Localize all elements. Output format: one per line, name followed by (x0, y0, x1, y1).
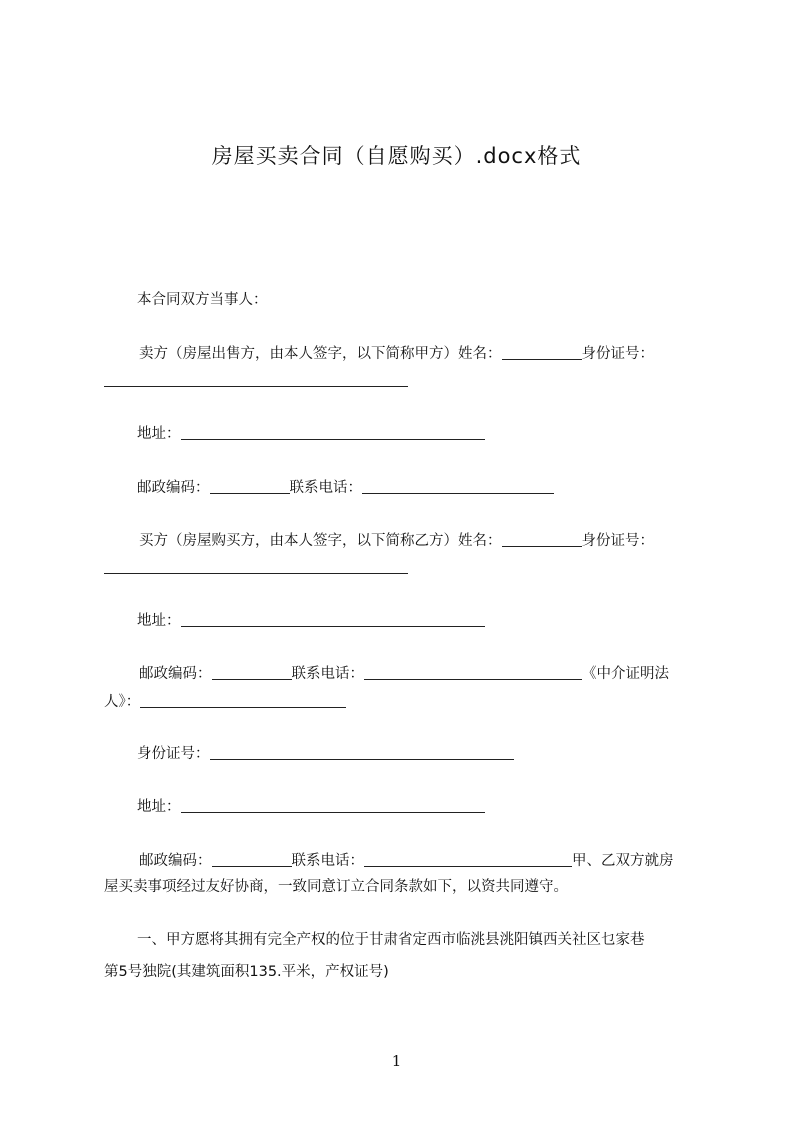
agent-label: 《中介证明法 (582, 666, 669, 682)
seller-id-label: 身份证号： (581, 346, 654, 362)
seller-address-label: 地址： (137, 426, 181, 442)
closing-text-row: 屋买卖事项经过友好协商，一致同意订立合同条款如下，以资共同遵守。 (104, 879, 568, 895)
seller-postcode-field[interactable] (210, 479, 290, 495)
buyer-postcode-field[interactable] (212, 665, 292, 681)
parties-intro: 本合同双方当事人： (137, 292, 268, 308)
clause-1-line-1: 一、甲方愿将其拥有完全产权的位于甘肃省定西市临洮县洮阳镇西关社区乜家巷 (137, 932, 645, 948)
agent-phone-field[interactable] (364, 852, 572, 868)
agent-label-cont: 人》： (104, 694, 141, 710)
seller-postcode-label: 邮政编码： (137, 480, 210, 496)
seller-address-row (104, 418, 737, 450)
agent-address-row (104, 791, 737, 823)
buyer-name-field[interactable] (502, 532, 582, 548)
seller-name-field[interactable] (502, 345, 582, 361)
agent-address-label: 地址： (137, 799, 181, 815)
seller-phone-field[interactable] (362, 479, 554, 495)
seller-name-row (104, 338, 737, 370)
seller-label: 卖方（房屋出售方，由本人签字，以下简称甲方）姓名： (139, 346, 502, 362)
clause-1-line-2: 第5号独院(其建筑面积135.平米，产权证号) (104, 964, 389, 980)
buyer-label: 买方（房屋购买方，由本人签字，以下简称乙方）姓名： (139, 533, 502, 549)
buyer-id-label: 身份证号： (581, 533, 654, 549)
agent-id-label: 身份证号： (137, 746, 210, 762)
agent-postcode-field[interactable] (212, 852, 292, 868)
seller-phone-label: 联系电话： (289, 480, 362, 496)
buyer-address-label: 地址： (137, 613, 181, 629)
buyer-address-field[interactable] (181, 612, 485, 628)
agent-row (104, 686, 704, 718)
page-number: 1 (391, 1052, 402, 1070)
seller-address-field[interactable] (181, 425, 485, 441)
agent-id-field[interactable] (210, 745, 514, 761)
buyer-phone-label: 联系电话： (291, 666, 364, 682)
agent-phone-label: 联系电话： (291, 853, 364, 869)
buyer-phone-field[interactable] (364, 665, 582, 681)
buyer-postcode-label: 邮政编码： (139, 666, 212, 682)
agent-id-row (104, 738, 737, 770)
buyer-id-field[interactable] (104, 573, 408, 574)
closing-text-start: 甲、乙双方就房 (572, 853, 674, 869)
agent-address-field[interactable] (181, 798, 485, 814)
agent-field[interactable] (140, 693, 346, 709)
seller-contact-row (104, 472, 737, 504)
document-title: 房屋买卖合同（自愿购买）.docx格式 (211, 144, 582, 168)
buyer-id-field-row (104, 559, 704, 574)
buyer-name-row (104, 525, 737, 557)
seller-id-field[interactable] (104, 386, 408, 387)
agent-postcode-label: 邮政编码： (139, 853, 212, 869)
seller-id-field-row (104, 372, 704, 387)
buyer-address-row (104, 605, 737, 637)
